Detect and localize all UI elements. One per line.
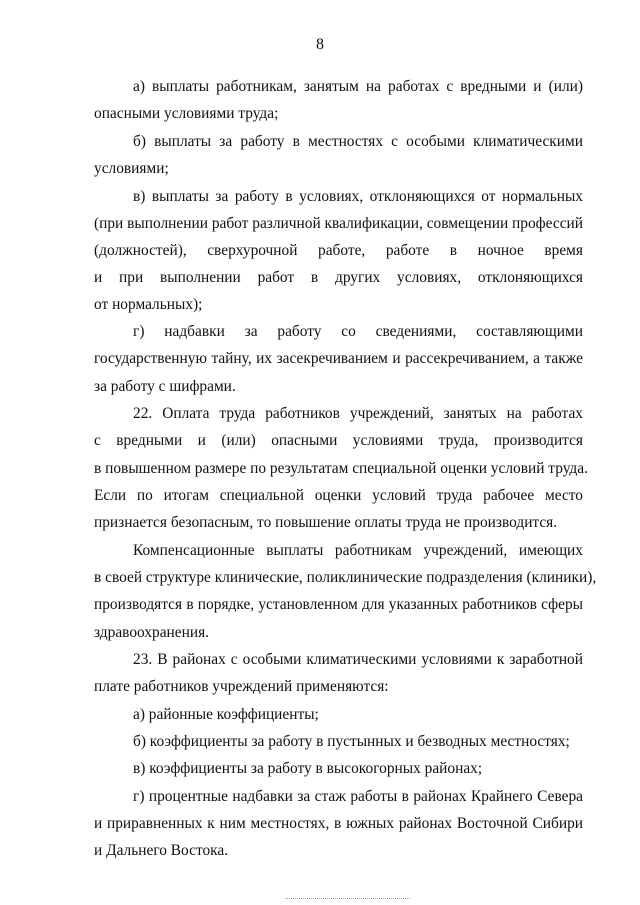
text-line: и Дальнего Востока. xyxy=(94,842,229,859)
text-line: 22. Оплата труда работников учреждений, занятых на работах xyxy=(133,405,583,422)
text-line: а) выплаты работникам, занятым на работах с вредными и (или) xyxy=(133,78,583,95)
text-line: опасными условиями труда; xyxy=(94,105,279,122)
text-line: за работу с шифрами. xyxy=(94,378,236,395)
text-line: 23. В районах с особыми климатическими условиями к заработной xyxy=(133,651,583,668)
text-line: Компенсационные выплаты работникам учреждений, имеющих xyxy=(133,542,583,559)
text-line: а) районные коэффициенты; xyxy=(133,706,319,723)
text-line: в) коэффициенты за работу в высокогорных районах; xyxy=(133,760,483,777)
text-line: в своей структуре клинические, поликлинические подразделения (клиники), xyxy=(94,569,597,586)
text-line: в повышенном размере по результатам специальной оценки условий труда. xyxy=(94,460,588,477)
text-line: б) выплаты за работу в местностях с особыми климатическими xyxy=(133,133,583,150)
text-line: плате работников учреждений применяются: xyxy=(94,678,389,695)
page-number: 8 xyxy=(316,36,324,53)
text-line: от нормальных); xyxy=(94,296,203,313)
text-line: б) коэффициенты за работу в пустынных и безводных местностях; xyxy=(133,733,570,750)
text-line: условиями; xyxy=(94,160,169,177)
text-line: (при выполнении работ различной квалификации, совмещении профессий xyxy=(94,215,583,232)
text-line: г) процентные надбавки за стаж работы в районах Крайнего Севера xyxy=(133,788,583,805)
text-line: здравоохранения. xyxy=(94,624,210,641)
text-line: г) надбавки за работу со сведениями, составляющими xyxy=(133,323,583,340)
text-line: признается безопасным, то повышение оплаты труда не производится. xyxy=(94,514,558,531)
text-line: в) выплаты за работу в условиях, отклоняющихся от нормальных xyxy=(133,188,583,205)
text-line: государственную тайну, их засекречиванием и рассекречиванием, а также xyxy=(94,350,583,367)
scan-artifact xyxy=(285,898,410,899)
text-line: (должностей), сверхурочной работе, работе в ночное время xyxy=(94,242,583,259)
text-line: Если по итогам специальной оценки условий труда рабочее место xyxy=(94,487,583,504)
text-line: и при выполнении работ в других условиях, отклоняющихся xyxy=(94,269,583,286)
text-line: с вредными и (или) опасными условиями труда, производится xyxy=(94,432,583,449)
text-line: производятся в порядке, установленном для указанных работников сферы xyxy=(94,596,583,613)
text-line: и приравненных к ним местностях, в южных районах Восточной Сибири xyxy=(94,815,583,832)
